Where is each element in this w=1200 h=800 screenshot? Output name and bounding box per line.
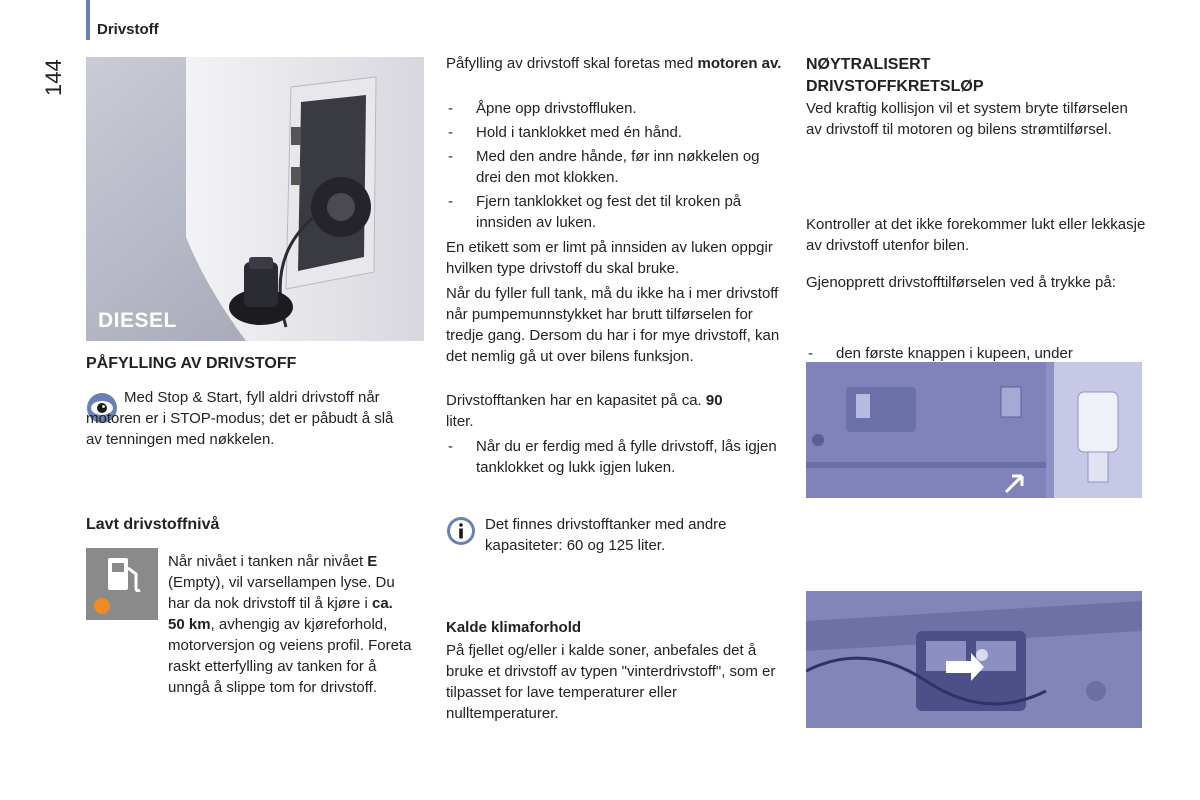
capacity-part1: Drivstofftanken har en kapasitet på ca. (446, 392, 706, 409)
full-tank-text: Når du fyller full tank, må du ikke ha i mer drivstoff når pumpemunnstykket har brutt tilførselen for tredje gang. Dersom du har i for mye drivstoff, kan det nemlig gå ut over bilens funksjon. (446, 285, 780, 365)
fuel-flap-illustration (86, 57, 424, 341)
diesel-label: DIESEL (98, 309, 177, 332)
step-item: - Hold i tanklokket med én hånd. (446, 122, 782, 143)
capacity-value: 90 (705, 392, 723, 409)
capacity-text (446, 390, 746, 432)
refuel-heading: PÅFYLLING AV DRIVSTOFF (86, 355, 297, 372)
step-item: - Med den andre hånde, før inn nøkkelen og drei den mot klokken. (446, 146, 782, 188)
cold-text: På fjellet og/eller i kalde soner, anbefales det å bruke et drivstoff av typen "vinterdrivstoff", som er tilpasset for lave temperaturer eller nulltemperaturer. (446, 642, 776, 722)
section-title: Drivstoff (97, 21, 159, 38)
section-marker-bar (86, 0, 90, 40)
info-icon (446, 516, 476, 546)
capacity-part2: liter. (446, 413, 474, 430)
finish-step: - Når du er ferdig med å fylle drivstoff, lås igjen tanklokket og lukk igjen luken. (446, 436, 782, 478)
low-fuel-text-part3: , avhengig av kjøreforhold, motorversjon og veiens profil. Foreta raskt etterfylling av tanken for å unngå å slippe tom for drivstoff. (168, 616, 412, 696)
intro-part1: Påfylling av drivstoff skal foretas med (446, 55, 698, 72)
cold-heading: Kalde klimaforhold (446, 619, 582, 636)
low-fuel-text-part2: (Empty), vil varsellampen lyse. Du har da nok drivstoff til å kjøre i (168, 574, 395, 612)
label-text: En etikett som er limt på innsiden av luken oppgir hvilken type drivstoff du skal bruke. (446, 239, 773, 277)
step-item: - Fjern tanklokket og fest det til kroken på innsiden av luken. (446, 191, 782, 233)
page-number: 144 (41, 59, 66, 96)
range-km: ca. 50 km (168, 595, 393, 633)
fuel-flap-svg (86, 57, 424, 341)
intro-text (446, 53, 782, 74)
intro-bold: motoren av. (697, 55, 782, 72)
empty-letter: E (367, 553, 378, 570)
low-fuel-text-part1: Når nivået i tanken når nivået (168, 553, 368, 570)
battery-svg (806, 591, 1142, 728)
stop-start-note: Med Stop & Start, fyll aldri drivstoff når motoren er i STOP-modus; det er påbudt å slå av tenningen med nøkkelen. (86, 389, 394, 448)
info-note: Det finnes drivstofftanker med andre kapasiteter: 60 og 125 liter. (485, 516, 727, 554)
battery-compartment-image (806, 591, 1142, 728)
step-item: - Åpne opp drivstoffluken. (446, 98, 782, 119)
low-fuel-heading: Lavt drivstoffnivå (86, 516, 220, 533)
neutralized-intro: Ved kraftig kollisjon vil et system bryte tilførselen av drivstoff til motoren og bilens strømtilførsel. (806, 100, 1128, 138)
check-text: Kontroller at det ikke forekommer lukt eller lekkasje av drivstoff utenfor bilen. (806, 216, 1146, 254)
low-fuel-text (86, 551, 412, 698)
dashboard-switch-image (806, 362, 1142, 498)
refuel-steps (446, 98, 782, 233)
neutralized-heading-line1: NØYTRALISERT (806, 56, 931, 73)
neutralized-heading-line2: DRIVSTOFFKRETSLØP (806, 78, 984, 95)
dashboard-svg (806, 362, 1142, 498)
restore-bullet-1: - den første knappen i kupeen, under (806, 343, 1156, 385)
restore-text: Gjenopprett drivstofftilførselen ved å trykke på: (806, 274, 1116, 291)
